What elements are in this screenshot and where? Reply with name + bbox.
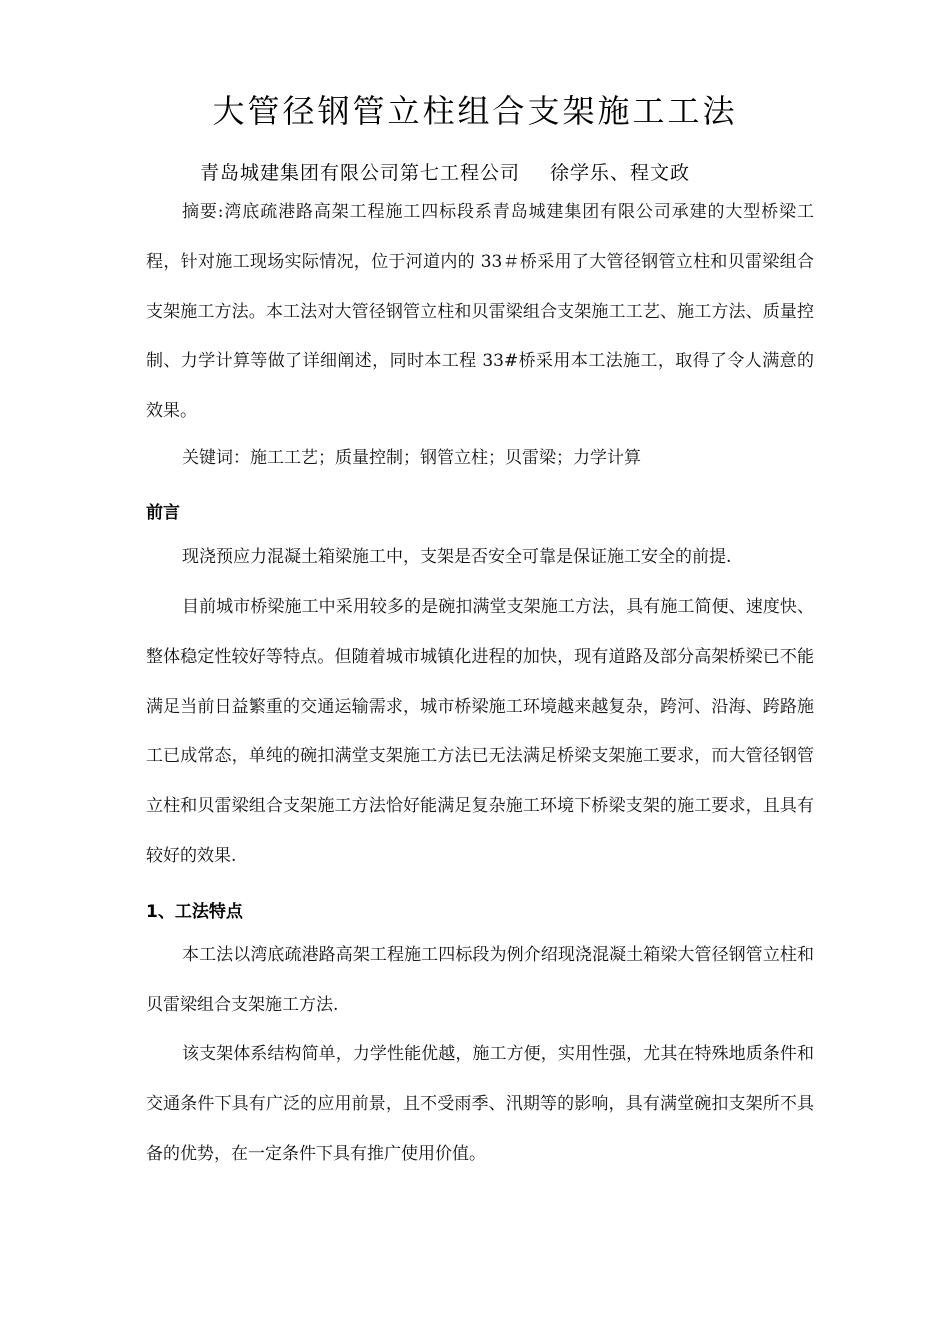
abstract-paragraph: 摘要:湾底疏港路高架工程施工四标段系青岛城建集团有限公司承建的大型桥梁工程，针对施工现场实际情况，位于河道内的 33＃桥采用了大管径钢管立柱和贝雷梁组合支架施工方法。本工法对大管径钢管立柱和贝雷梁组合支架施工工艺、施工方法、质量控制、力学计算等做了详细阐述，同时本工程 33#桥采用本工法施工，取得了令人满意的效果。 xyxy=(146,202,814,422)
author-line xyxy=(200,158,690,185)
preface-heading: 前言 xyxy=(146,503,180,523)
preface-paragraph-1: 现浇预应力混凝土箱梁施工中，支架是否安全可靠是保证施工安全的前提. xyxy=(182,547,732,567)
document-title: 大管径钢管立柱组合支架施工工法 xyxy=(212,92,738,130)
section-1-paragraph-1: 本工法以湾底疏港路高架工程施工四标段为例介绍现浇混凝土箱梁大管径钢管立柱和贝雷梁组合支架施工方法. xyxy=(146,945,814,1015)
section-1-heading: 1、工法特点 xyxy=(146,902,243,922)
author-names: 徐学乐、程文政 xyxy=(550,162,691,184)
section-1-paragraph-2: 该支架体系结构简单，力学性能优越，施工方便，实用性强，尤其在特殊地质条件和交通条件下具有广泛的应用前景，且不受雨季、汛期等的影响，具有满堂碗扣支架所不具备的优势，在一定条件下具有推广使用价值。 xyxy=(146,1044,814,1164)
author-organization: 青岛城建集团有限公司第七工程公司 xyxy=(200,162,521,184)
preface-paragraph-2: 目前城市桥梁施工中采用较多的是碗扣满堂支架施工方法，具有施工简便、速度快、整体稳定性较好等特点。但随着城市城镇化进程的加快，现有道路及部分高架桥梁已不能满足当前日益繁重的交通运输需求，城市桥梁施工环境越来越复杂，跨河、沿海、跨路施工已成常态，单纯的碗扣满堂支架施工方法已无法满足桥梁支架施工要求，而大管径钢管立柱和贝雷梁组合支架施工方法恰好能满足复杂施工环境下桥梁支架的施工要求，且具有较好的效果. xyxy=(146,597,814,866)
keywords-paragraph: 关键词：施工工艺；质量控制；钢管立柱；贝雷梁；力学计算 xyxy=(182,448,641,468)
